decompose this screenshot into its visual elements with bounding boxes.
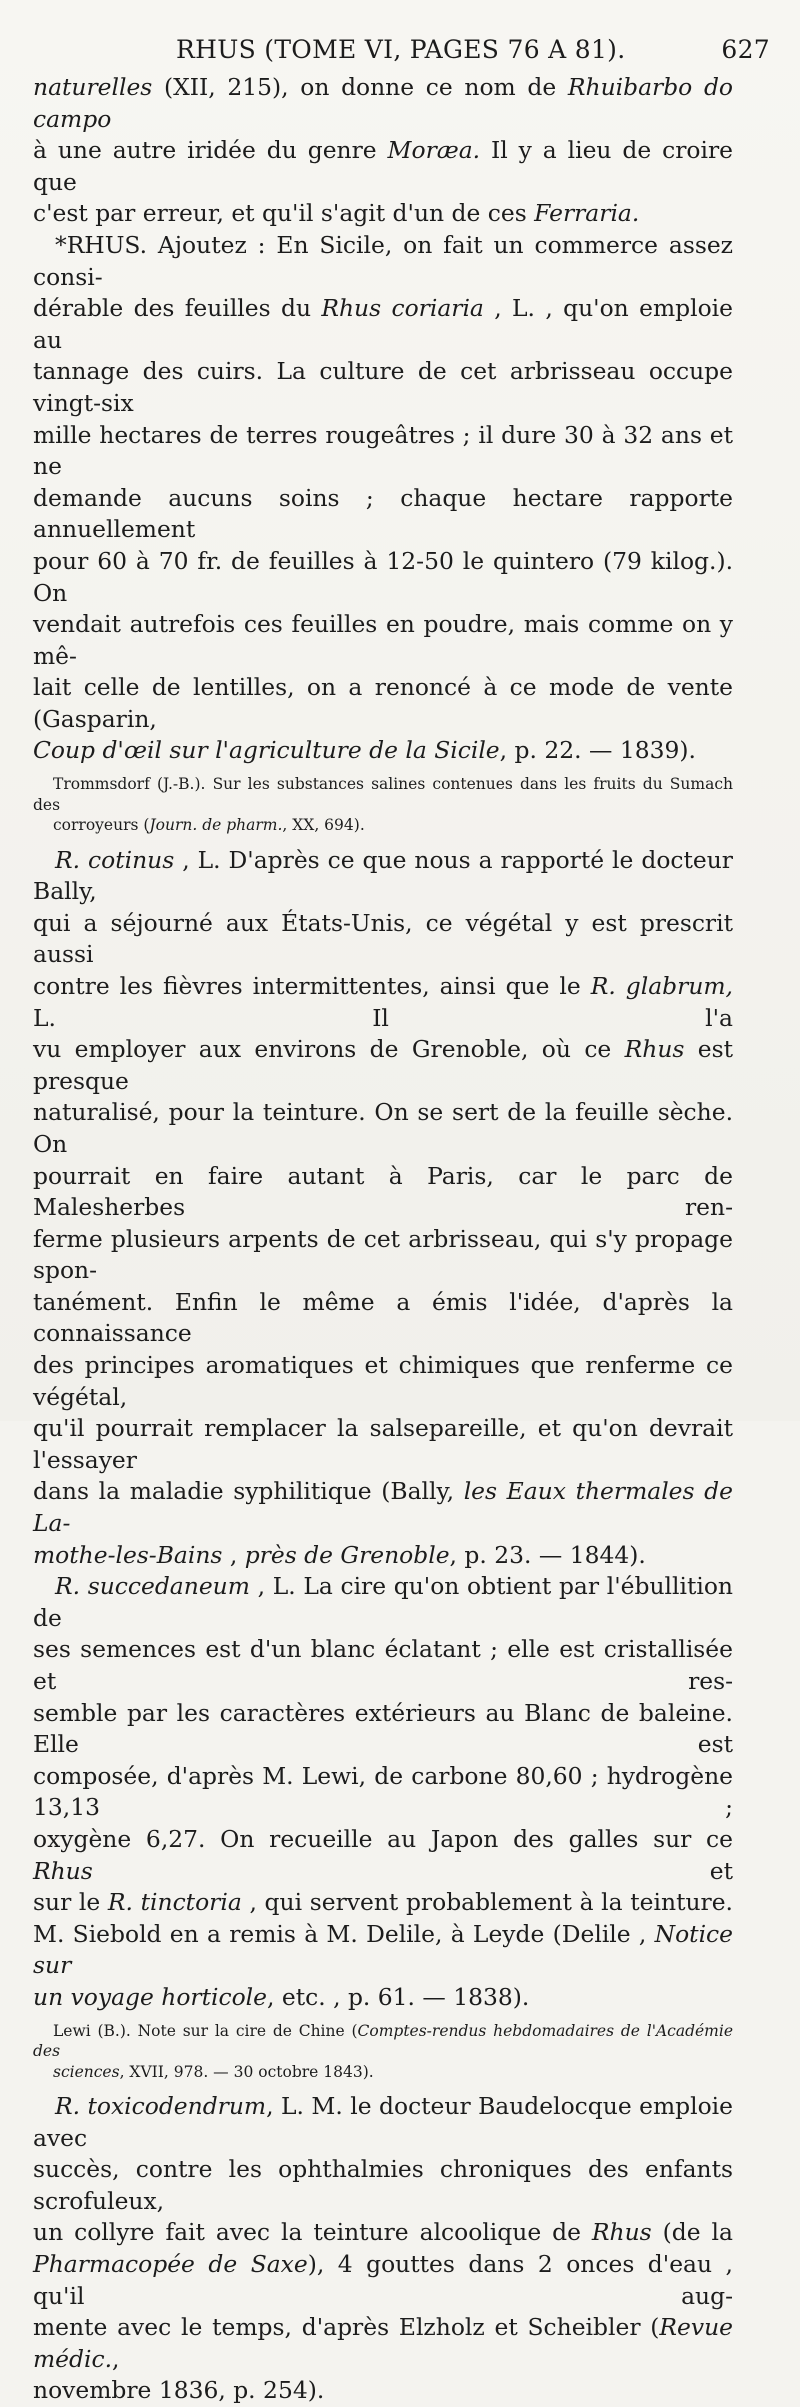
text-line	[33, 2375, 733, 2407]
running-title: RHUS (TOME VI, PAGES 76 A 81).	[176, 35, 626, 64]
text-run: (XII, 215), on donne ce nom de	[152, 73, 568, 101]
text-run: sur le	[33, 1888, 108, 1917]
text-line	[33, 609, 733, 672]
text-run: ses semences est d'un blanc éclatant ; elle est cristallisée et res-	[33, 1635, 733, 1695]
text-line	[33, 2091, 733, 2154]
text-line	[33, 1634, 733, 1697]
text-run: tanément. Enfin le même a émis l'idée, d'après la connaissance	[33, 1287, 733, 1348]
text-run: mente avec le temps, d'après Elzholz et Scheibler (	[33, 2313, 660, 2342]
text-line	[33, 1919, 733, 1982]
italic-run: Rhus	[624, 1035, 685, 1064]
text-run: , etc. , p. 61. — 1838).	[267, 1982, 530, 2011]
text-run: dans la maladie syphilitique (Bally,	[33, 1477, 464, 1506]
text-line	[33, 546, 733, 609]
text-run: ), 4 gouttes dans 2 onces d'eau , qu'il aug-	[33, 2250, 733, 2310]
text-run: c'est par erreur, et qu'il s'agit d'un de ces	[33, 199, 535, 228]
text-line	[33, 198, 733, 230]
text-run: qu'il pourrait remplacer la salsepareille, et qu'on devrait l'essayer	[33, 1414, 733, 1474]
text-line	[33, 72, 733, 135]
italic-run: Rhuibarbo do campo	[33, 73, 733, 133]
text-run: , p. 22. — 1839).	[499, 736, 696, 765]
text-run: et	[92, 1856, 733, 1885]
text-run: pourrait en faire autant à Paris, car le parc de Malesherbes ren-	[33, 1161, 733, 1222]
text-line	[33, 483, 733, 546]
text-run: (de la	[651, 2218, 733, 2247]
text-run: ,	[222, 1540, 245, 1569]
text-line	[33, 293, 733, 356]
text-run: ,	[112, 2344, 120, 2373]
text-line	[33, 1982, 733, 2014]
text-run: vendait autrefois ces feuilles en poudre, mais comme on y mê-	[33, 610, 733, 670]
italic-run: les Eaux thermales de La-	[33, 1477, 733, 1538]
paragraph	[33, 1571, 733, 2013]
paragraph	[33, 72, 733, 230]
text-run: qui a séjourné aux États-Unis, ce végétal y est prescrit aussi	[33, 908, 733, 969]
text-run: , L. , qu'on emploie au	[33, 294, 733, 354]
text-line	[33, 1887, 733, 1919]
text-run: dérable des feuilles du	[33, 294, 322, 323]
text-run: novembre 1836, p. 254).	[33, 2376, 325, 2405]
text-run: des principes aromatiques et chimiques que renferme ce végétal,	[33, 1351, 733, 1411]
page-number: 627	[721, 35, 770, 64]
text-run: , XX, 694).	[282, 816, 365, 835]
italic-run: Coup d'œil sur l'agriculture de la Sicile	[33, 736, 500, 765]
bibliographic-note	[33, 2021, 733, 2083]
text-line	[33, 2021, 733, 2062]
text-line	[33, 2154, 733, 2217]
text-run: M. Siebold en a remis à M. Delile, à Leyde (Delile ,	[33, 1919, 655, 1948]
text-line	[33, 2312, 733, 2375]
text-line	[33, 1698, 733, 1761]
text-line	[33, 908, 733, 971]
paragraph	[33, 2091, 733, 2407]
text-run: , L. M. le docteur Baudelocque emploie avec	[33, 2092, 733, 2152]
text-run: semble par les caractères extérieurs au Blanc de baleine. Elle est	[33, 1698, 733, 1759]
text-line	[33, 1350, 733, 1413]
text-run: succès, contre les ophthalmies chroniques des enfants scrofuleux,	[33, 2155, 733, 2215]
text-line	[33, 815, 733, 836]
italic-run: près de Grenoble	[244, 1540, 450, 1569]
italic-run: R. cotinus	[55, 845, 175, 874]
italic-run: R. glabrum,	[590, 971, 733, 1000]
text-line	[33, 1161, 733, 1224]
italic-run: Notice sur	[33, 1919, 733, 1980]
text-run: , XVII, 978. — 30 octobre 1843).	[119, 2062, 374, 2081]
italic-run: naturelles	[33, 73, 153, 101]
text-line	[33, 135, 733, 198]
italic-run: R. toxicodendrum	[55, 2092, 267, 2121]
text-run: tannage des cuirs. La culture de cet arbrisseau occupe vingt-six	[33, 357, 733, 417]
bibliographic-note	[33, 774, 733, 836]
text-line	[33, 420, 733, 483]
text-line	[33, 230, 733, 293]
text-run: *RHUS. Ajoutez : En Sicile, on fait un commerce assez consi-	[33, 230, 733, 291]
italic-run: Rhus	[591, 2218, 652, 2247]
text-run: est presque	[33, 1035, 734, 1095]
text-run: oxygène 6,27. On recueille au Japon des galles sur ce	[33, 1824, 733, 1853]
running-header	[36, 35, 770, 69]
text-run: vu employer aux environs de Grenoble, où ce	[33, 1035, 625, 1064]
text-line	[33, 1224, 733, 1287]
text-run: corroyeurs (	[53, 816, 150, 835]
text-run: composée, d'après M. Lewi, de carbone 80,60 ; hydrogène 13,13 ;	[33, 1761, 733, 1822]
text-run: L. Il l'a	[33, 1003, 733, 1032]
text-line	[33, 1287, 733, 1350]
text-line	[33, 2217, 733, 2249]
italic-run: Journ. de pharm.	[149, 816, 283, 835]
italic-run: Revue médic.	[33, 2313, 733, 2373]
text-line	[33, 1097, 733, 1160]
text-run: , L. D'après ce que nous a rapporté le docteur Bally,	[33, 845, 733, 906]
text-line	[33, 2249, 733, 2312]
page-body	[33, 72, 733, 2407]
italic-run: Rhus coriaria	[321, 294, 484, 323]
italic-run: mothe-les-Bains	[33, 1540, 223, 1569]
text-run: Trommsdorf (J.-B.). Sur les substances salines contenues dans les fruits du Sumach des	[33, 775, 733, 814]
italic-run: R. succedaneum	[55, 1572, 250, 1601]
italic-run: Pharmacopée de Saxe	[33, 2250, 308, 2278]
text-line	[33, 1761, 733, 1824]
italic-run: Moræa.	[387, 136, 481, 165]
text-line	[33, 845, 733, 908]
text-run: lait celle de lentilles, on a renoncé à ce mode de vente (Gasparin,	[33, 673, 733, 733]
text-run: ferme plusieurs arpents de cet arbrisseau, qui s'y propage spon-	[33, 1224, 733, 1285]
italic-run: Rhus	[33, 1856, 93, 1885]
text-run: pour 60 à 70 fr. de feuilles à 12-50 le quintero (79 kilog.). On	[33, 546, 733, 607]
text-line	[33, 1571, 733, 1634]
text-run: , p. 23. — 1844).	[449, 1540, 646, 1569]
text-line	[33, 1824, 733, 1887]
text-line	[33, 1540, 733, 1572]
text-run: Lewi (B.). Note sur la cire de Chine (	[53, 2021, 358, 2040]
text-run: contre les fièvres intermittentes, ainsi que le	[33, 971, 591, 1000]
text-line	[33, 735, 733, 767]
text-run: , qui servent probablement à la teinture.	[241, 1888, 733, 1917]
text-line	[33, 1413, 733, 1476]
text-run: Il y a lieu de croire que	[33, 136, 733, 196]
text-line	[33, 1034, 733, 1097]
paragraph	[33, 845, 733, 1572]
text-line	[33, 356, 733, 419]
text-line	[33, 971, 733, 1034]
italic-run: Comptes-rendus hebdomadaires de l'Académie des	[33, 2021, 733, 2061]
text-run: demande aucuns soins ; chaque hectare rapporte annuellement	[33, 483, 733, 544]
text-run: , L. La cire qu'on obtient par l'ébullition de	[33, 1572, 733, 1632]
text-line	[33, 672, 733, 735]
text-run: à une autre iridée du genre	[33, 136, 388, 165]
text-run: mille hectares de terres rougeâtres ; il dure 30 à 32 ans et ne	[33, 420, 733, 481]
text-run: naturalisé, pour la teinture. On se sert de la feuille sèche. On	[33, 1098, 733, 1158]
paragraph	[33, 230, 733, 767]
italic-run: Ferraria.	[534, 199, 640, 228]
italic-run: R. tinctoria	[107, 1888, 242, 1917]
text-run: un collyre fait avec la teinture alcoolique de	[33, 2218, 592, 2247]
italic-run: sciences	[53, 2062, 120, 2081]
text-line	[33, 774, 733, 815]
text-line	[33, 2062, 733, 2083]
text-line	[33, 1476, 733, 1539]
italic-run: un voyage horticole	[33, 1982, 267, 2011]
